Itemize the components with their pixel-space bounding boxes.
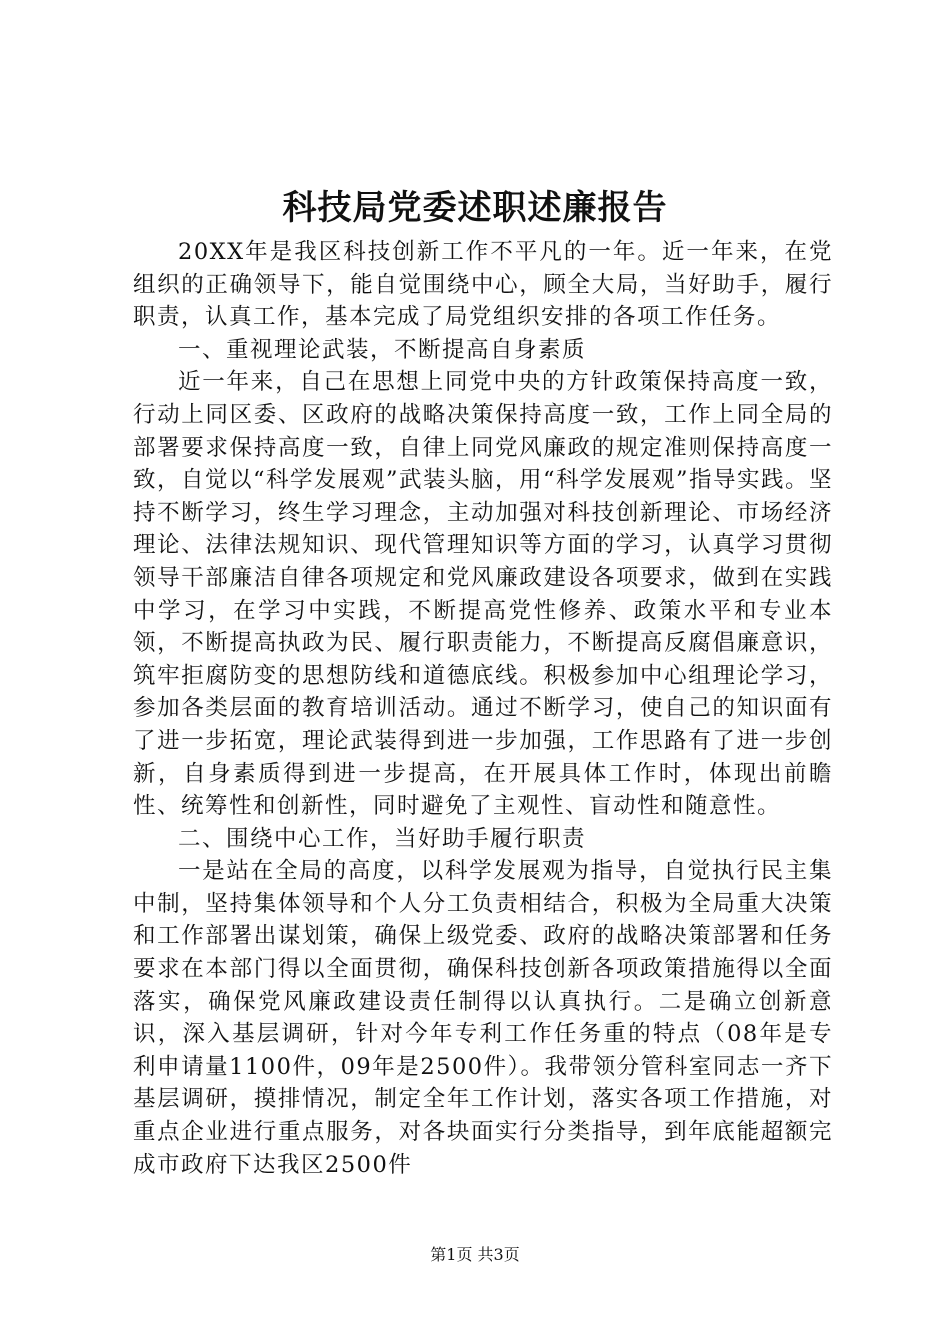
- document-title: 科技局党委述职述廉报告: [282, 188, 668, 228]
- paragraph-section-2: 一是站在全局的高度，以科学发展观为指导，自觉执行民主集中制，坚持集体领导和个人分工负责相结合，积极为全局重大决策和工作部署出谋划策，确保上级党委、政府的战略决策部署和任务要求在本部门得以全面贯彻，确保科技创新各项政策措施得以全面落实，确保党风廉政建设责任制得以认真执行。二是确立创新意识，深入基层调研，针对今年专利工作任务重的特点（08年是专利申请量1100件，09年是2500件）。我带领分管科室同志一齐下基层调研，摸排情况，制定全年工作计划，落实各项工作措施，对重点企业进行重点服务，对各块面实行分类指导，到年底能超额完成市政府下达我区2500件: [133, 858, 833, 1178]
- section-heading-1: 一、重视理论武装，不断提高自身素质: [178, 336, 587, 363]
- page-footer: 第1页 共3页: [430, 1245, 520, 1264]
- document-body: [133, 236, 833, 1181]
- section-heading-2: 二、围绕中心工作，当好助手履行职责: [178, 825, 587, 852]
- paragraph-section-1: 近一年来，自己在思想上同党中央的方针政策保持高度一致，行动上同区委、区政府的战略决策保持高度一致，工作上同全局的部署要求保持高度一致，自律上同党风廉政的规定准则保持高度一致，自觉以“科学发展观”武装头脑，用“科学发展观”指导实践。坚持不断学习，终生学习理念，主动加强对科技创新理论、市场经济理论、法律法规知识、现代管理知识等方面的学习，认真学习贯彻领导干部廉洁自律各项规定和党风廉政建设各项要求，做到在实践中学习，在学习中实践，不断提高党性修养、政策水平和专业本领，不断提高执政为民、履行职责能力，不断提高反腐倡廉意识，筑牢拒腐防变的思想防线和道德底线。积极参加中心组理论学习，参加各类层面的教育培训活动。通过不断学习，使自己的知识面有了进一步拓宽，理论武装得到进一步加强，工作思路有了进一步创新，自身素质得到进一步提高，在开展具体工作时，体现出前瞻性、统筹性和创新性，同时避免了主观性、盲动性和随意性。: [133, 369, 834, 820]
- paragraph-intro: 20XX年是我区科技创新工作不平凡的一年。近一年来，在党组织的正确领导下，能自觉围绕中心，顾全大局，当好助手，履行职责，认真工作，基本完成了局党组织安排的各项工作任务。: [133, 239, 833, 331]
